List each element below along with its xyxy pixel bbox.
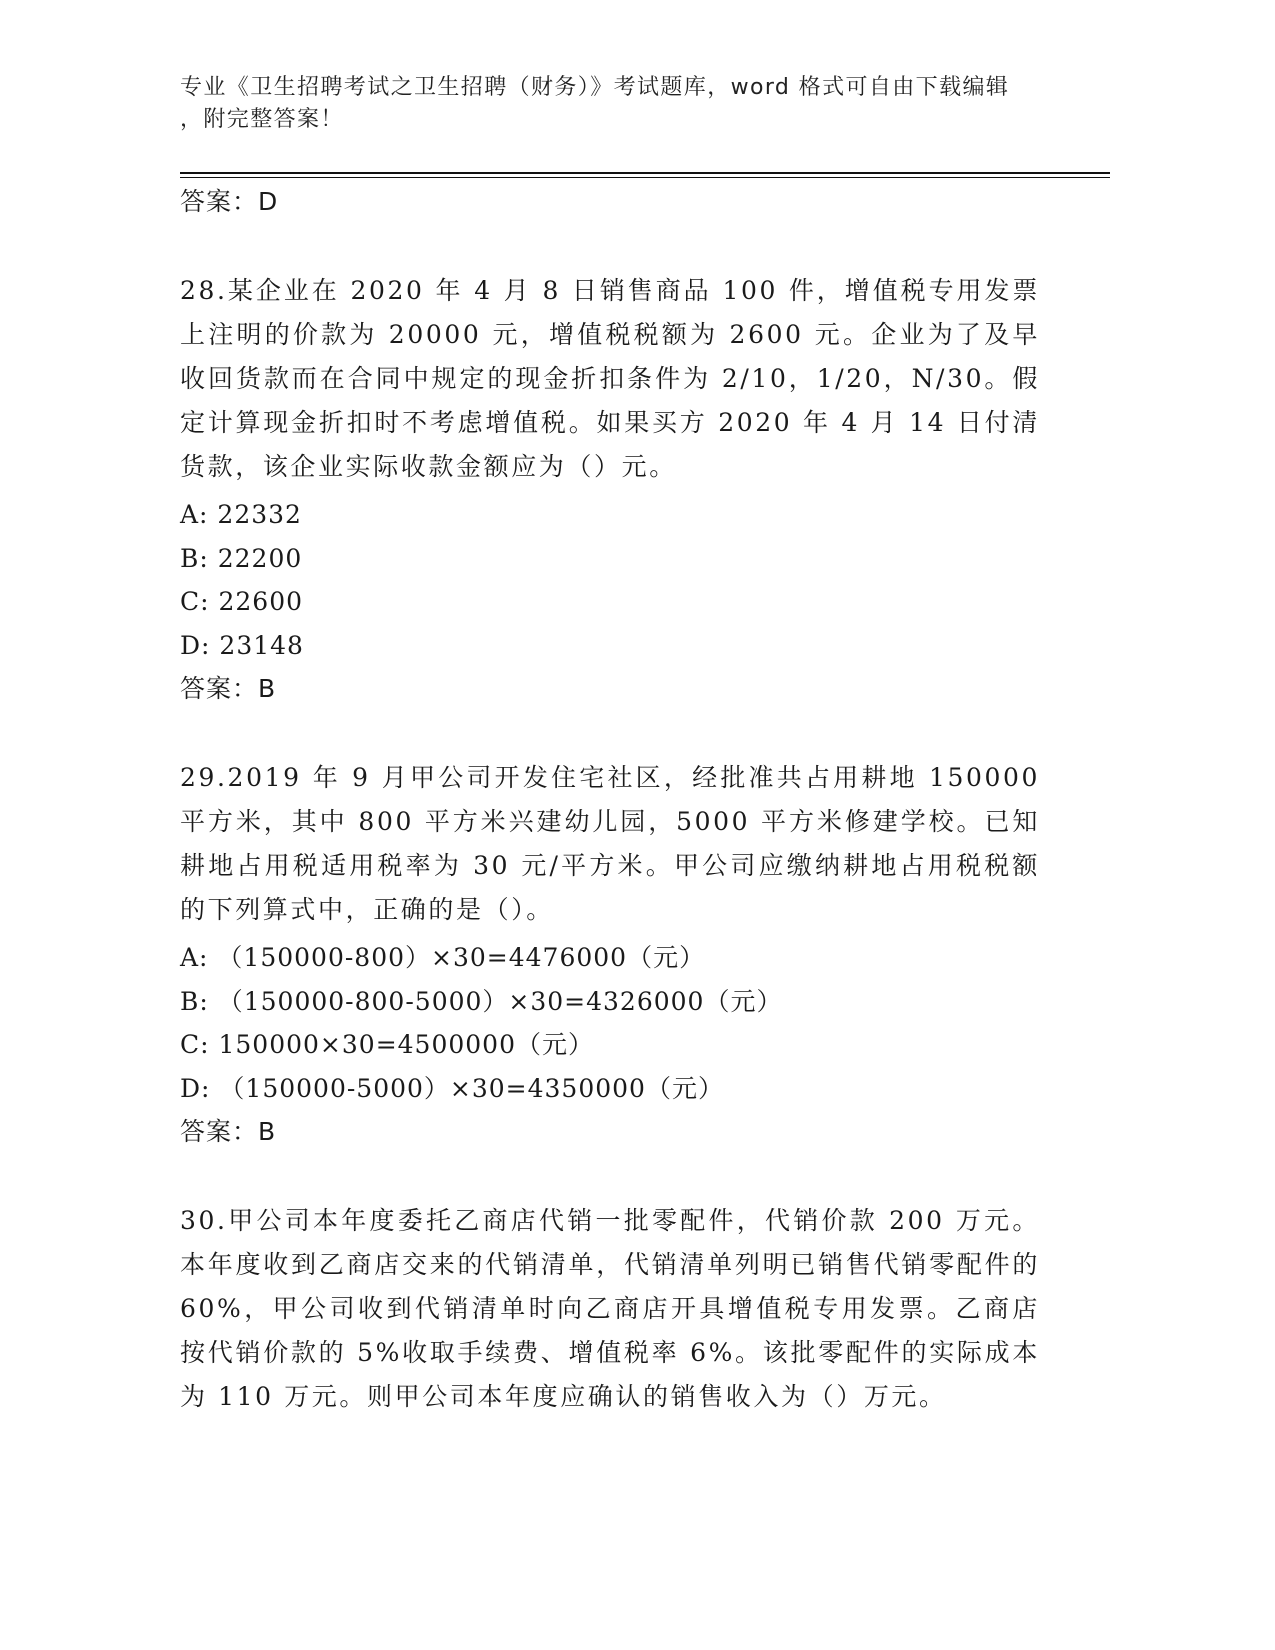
header-line-2: ，附完整答案！ (180, 107, 344, 132)
option-c: C: 150000×30=4500000（元） (180, 1030, 594, 1059)
document-header (180, 72, 1040, 136)
option-d: D: 23148 (180, 630, 304, 660)
question-text: 30.甲公司本年度委托乙商店代销一批零配件，代销价款 200 万元。本年度收到乙商店交来的代销清单，代销清单列明已销售代销零配件的 60%，甲公司收到代销清单时向乙商店开具增值税专用发票。乙商店按代销价款的 5%收取手续费、增值税率 6%。该批零配件的实际成本为 110 万元。则甲公司本年度应确认的销售收入为（）万元。 (180, 1206, 1040, 1411)
option-c: C: 22600 (180, 587, 304, 616)
answer-29: 答案：B (180, 1117, 277, 1146)
option-d: D: （150000-5000）×30=4350000（元） (180, 1073, 724, 1103)
option-b: B: 22200 (180, 543, 303, 573)
header-rule-thick (180, 172, 1110, 174)
question-30 (180, 1199, 1040, 1419)
question-text: 29.2019 年 9 月甲公司开发住宅社区，经批准共占用耕地 150000 平方米，其中 800 平方米兴建幼儿园，5000 平方米修建学校。已知耕地占用税适用税率为 30 元/平方米。甲公司应缴纳耕地占用税税额的下列算式中，正确的是（）。 (180, 763, 1040, 924)
header-rule-thin (180, 177, 1110, 178)
answer-28: 答案：B (180, 674, 277, 703)
question-28 (180, 269, 1040, 709)
question-text: 28.某企业在 2020 年 4 月 8 日销售商品 100 件，增值税专用发票上注明的价款为 20000 元，增值税税额为 2600 元。企业为了及早收回货款而在合同中规定的现金折扣条件为 2/10，1/20，N/30。假定计算现金折扣时不考虑增值税。如果买方 2020 年 4 月 14 日付清货款，该企业实际收款金额应为（）元。 (180, 276, 1040, 481)
document-body (180, 182, 1040, 1419)
answer-27: 答案：D (180, 187, 279, 216)
option-a: A: （150000-800）×30=4476000（元） (180, 943, 706, 972)
option-b: B: （150000-800-5000）×30=4326000（元） (180, 986, 783, 1016)
header-line-1: 专业《卫生招聘考试之卫生招聘（财务）》考试题库，word 格式可自由下载编辑 (180, 75, 1010, 100)
option-a: A: 22332 (180, 500, 302, 529)
question-29 (180, 756, 1040, 1152)
